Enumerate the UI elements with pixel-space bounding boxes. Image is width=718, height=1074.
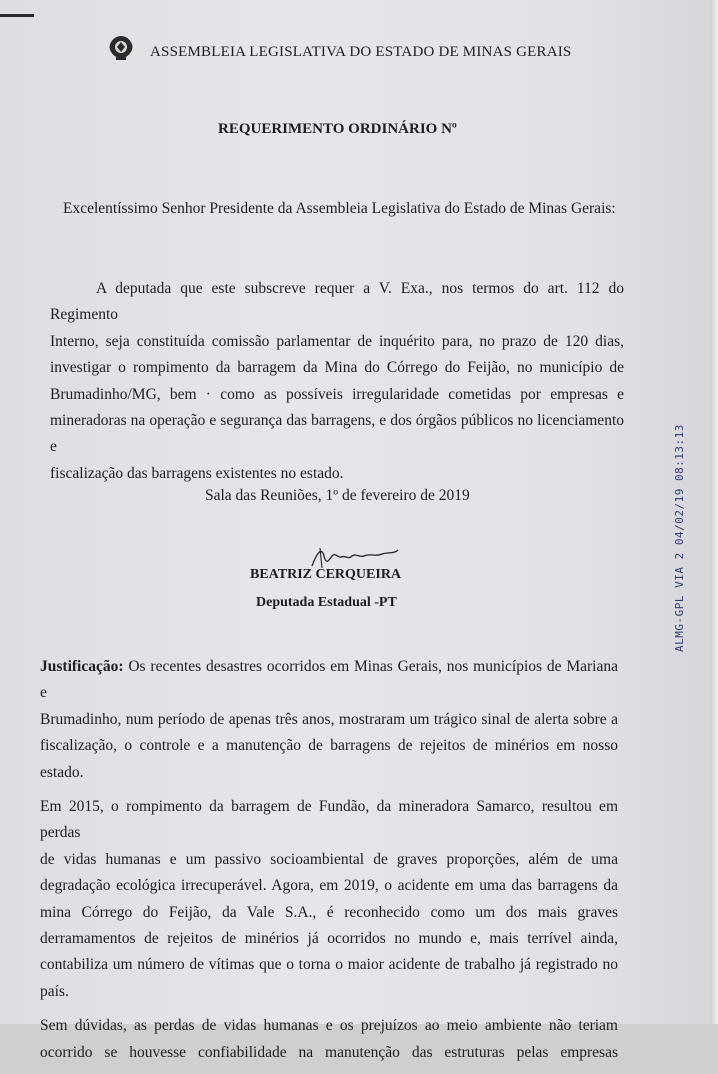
justification-line: de vidas humanas e um passivo socioambiental de graves proporções, além de uma: [40, 850, 618, 868]
assembly-title: ASSEMBLEIA LEGISLATIVA DO ESTADO DE MINAS GERAIS: [150, 43, 572, 60]
justification-line: Justificação: Os recentes desastres ocorridos em Minas Gerais, nos municípios de Mariana e: [40, 658, 618, 702]
justification-line: Em 2015, o rompimento da barragem de Fundão, da mineradora Samarco, resultou em perdas: [40, 798, 618, 842]
justification-label: Justificação:: [40, 658, 124, 675]
request-line: Interno, seja constituída comissão parlamentar de inquérito para, no prazo de 120 dias,: [50, 332, 624, 350]
signer-name: BEATRIZ CERQUEIRA: [250, 567, 402, 582]
justification-section: [40, 654, 618, 1074]
justification-line: contabiliza um número de vítimas que o torna o maior acidente de trabalho já registrado no: [40, 956, 618, 974]
request-paragraph: [50, 276, 624, 487]
justification-line: Sem dúvidas, as perdas de vidas humanas e os prejuízos ao meio ambiente não teriam: [40, 1017, 618, 1035]
request-line: investigar o rompimento da barragem da Mina do Córrego do Feijão, no município de: [50, 359, 624, 377]
letterhead: [106, 32, 571, 62]
page-edge-shadow: [710, 0, 718, 1024]
justification-line: país.: [40, 982, 69, 1000]
justification-paragraph: [40, 654, 618, 786]
justification-line: degradação ecológica irrecuperável. Agora, em 2019, o acidente em uma das barragens da: [40, 877, 618, 895]
date-line: Sala das Reuniões, 1º de fevereiro de 2019: [205, 487, 470, 504]
justification-line: ocorrido se houvesse confiabilidade na manutenção das estruturas pelas empresas: [40, 1043, 618, 1061]
coat-of-arms-icon: [106, 32, 136, 62]
request-line: A deputada que este subscreve requer a V. Exa., nos termos do art. 112 do Regimento: [50, 280, 624, 324]
justification-line: fiscalização, o controle e a manutenção de barragens de rejeitos de minérios em nosso estado.: [40, 737, 618, 781]
salutation: Excelentíssimo Senhor Presidente da Assembleia Legislativa do Estado de Minas Gerais:: [63, 200, 616, 217]
hole-punch-mark: [0, 14, 34, 17]
justification-line: mina Córrego do Feijão, da Vale S.A., é reconhecido como um dos mais graves: [40, 903, 618, 921]
justification-line: derramamentos de rejeitos de minérios já ocorridos no mundo e, mais terrível ainda,: [40, 930, 618, 948]
justification-paragraph: [40, 794, 618, 1005]
request-line: Brumadinho/MG, bem · como as possíveis irregularidade cometidas por empresas e: [50, 385, 624, 403]
justification-paragraph: [40, 1013, 618, 1066]
protocol-stamp: ALMG-GPL VIA 2 04/02/19 08:13:13: [673, 424, 686, 652]
request-line: mineradoras na operação e segurança das barragens, e dos órgãos públicos no licenciamento e: [50, 412, 624, 456]
justification-line: Brumadinho, num período de apenas três anos, mostraram um trágico sinal de alerta sobre a: [40, 710, 618, 728]
signer-role: Deputada Estadual -PT: [256, 595, 397, 610]
request-line: fiscalização das barragens existentes no estado.: [50, 464, 344, 482]
document-title: REQUERIMENTO ORDINÁRIO Nº: [218, 121, 457, 137]
